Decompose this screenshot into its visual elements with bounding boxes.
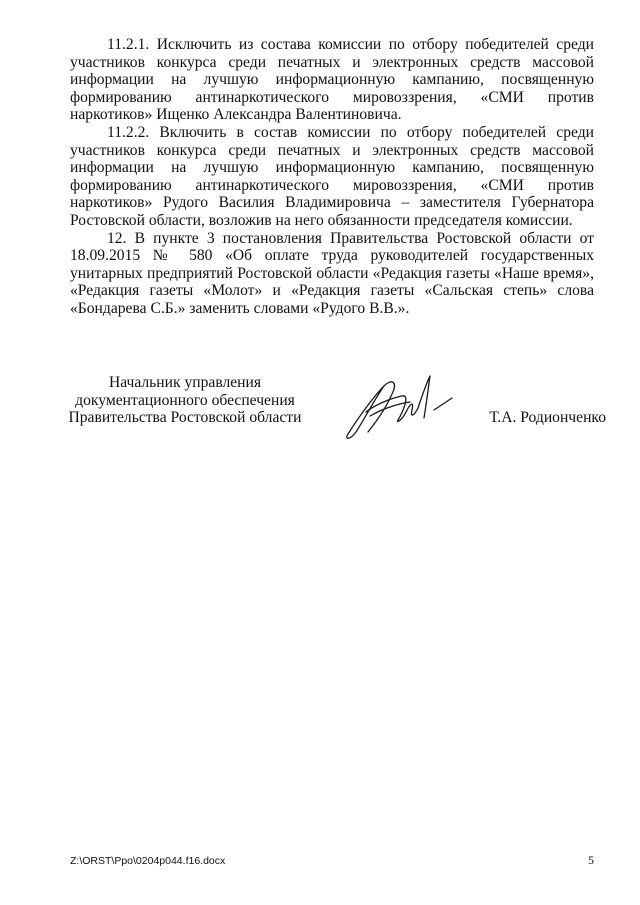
signatory-title-line: Начальник управления xyxy=(108,374,262,391)
signature-block xyxy=(60,374,606,454)
paragraph-12: 12. В пункте 3 постановления Правительства Ростовской области от 18.09.2015 № 580 «Об оплате труда руководителей государственных унитарных предприятий Ростовской области «Редакция газеты «Наше время», «Редакция газеты «Молот» и «Редакция газеты «Сальская степь» слова «Бондарева С.Б.» заменить словами «Рудого В.В.». xyxy=(70,229,594,317)
handwritten-signature xyxy=(340,374,455,446)
signatory-name: Т.А. Родионченко xyxy=(489,409,606,426)
page-number: 5 xyxy=(588,853,594,867)
signatory-title-line: документационного обеспечения xyxy=(75,391,295,409)
paragraph-11-2-1: 11.2.1. Исключить из состава комиссии по отбору победителей среди участников конкурса среди печатных и электронных средств массовой информации на лучшую информационную кампанию, посвященную формированию антинаркотического мировоззрения, «СМИ против наркотиков» Ищенко Александра Валентиновича. xyxy=(70,36,594,124)
signatory-title-line: Правительства Ростовской области xyxy=(68,409,302,427)
paragraph-11-2-2: 11.2.2. Включить в состав комиссии по отбору победителей среди участников конкурса среди печатных и электронных средств массовой информации на лучшую информационную кампанию, посвященную формированию антинаркотического мировоззрения, «СМИ против наркотиков» Рудого Василия Владимировича – заместителя Губернатора Ростовской области, возложив на него обязанности председателя комиссии. xyxy=(70,123,594,229)
footer-file-path: Z:\ORST\Ppo\0204p044.f16.docx xyxy=(70,855,226,867)
document-body xyxy=(70,36,594,318)
signatory-title xyxy=(60,374,310,427)
